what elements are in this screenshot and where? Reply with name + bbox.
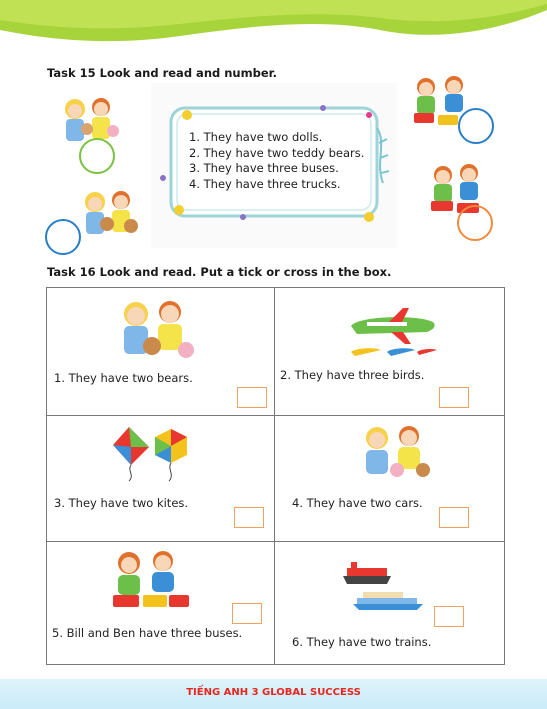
airplanes-illustration <box>347 302 439 362</box>
footer-bar <box>0 679 547 709</box>
task16-table <box>46 287 505 665</box>
children-with-teddy-bears-illustration <box>79 190 141 242</box>
answer-box-4[interactable] <box>439 507 469 528</box>
ships-illustration <box>343 550 427 612</box>
task16-item-1: 1. They have two bears. <box>54 371 193 385</box>
task16-item-5: 5. Bill and Ben have three buses. <box>52 626 243 640</box>
task15-heading: Task 15 Look and read and number. <box>47 66 278 80</box>
answer-box-5[interactable] <box>232 603 262 624</box>
task15-sentence: 4. They have three trucks. <box>189 176 341 191</box>
task16-item-2: 2. They have three birds. <box>280 368 425 382</box>
header-wave-decoration <box>0 0 547 48</box>
table-divider <box>47 415 504 416</box>
task16-item-3: 3. They have two kites. <box>54 496 189 510</box>
task15-sentence: 2. They have two teddy bears. <box>189 145 365 160</box>
table-divider <box>274 288 275 664</box>
task15-sentence: 1. They have two dolls. <box>189 130 323 144</box>
answer-box-1[interactable] <box>237 387 267 408</box>
answer-circle-2[interactable] <box>45 219 81 255</box>
answer-box-2[interactable] <box>439 387 469 408</box>
task15-sentence: 3. They have three buses. <box>189 161 339 175</box>
answer-circle-3[interactable] <box>458 108 494 144</box>
kites-illustration <box>109 425 193 483</box>
table-divider <box>47 541 504 542</box>
task15-sentence-list <box>189 130 364 192</box>
answer-circle-4[interactable] <box>457 205 493 241</box>
answer-box-3[interactable] <box>234 507 264 528</box>
boys-with-buses-illustration <box>107 549 193 613</box>
task16-item-4: 4. They have two cars. <box>292 496 423 510</box>
children-with-cars-illustration <box>357 424 437 484</box>
task16-heading: Task 16 Look and read. Put a tick or cross in the box. <box>47 265 392 279</box>
answer-box-6[interactable] <box>434 606 464 627</box>
footer-title: TIẾNG ANH 3 GLOBAL SUCCESS <box>186 687 361 698</box>
task16-item-6: 6. They have two trains. <box>292 635 432 649</box>
children-with-bears-illustration <box>112 298 202 366</box>
answer-circle-1[interactable] <box>79 138 115 174</box>
